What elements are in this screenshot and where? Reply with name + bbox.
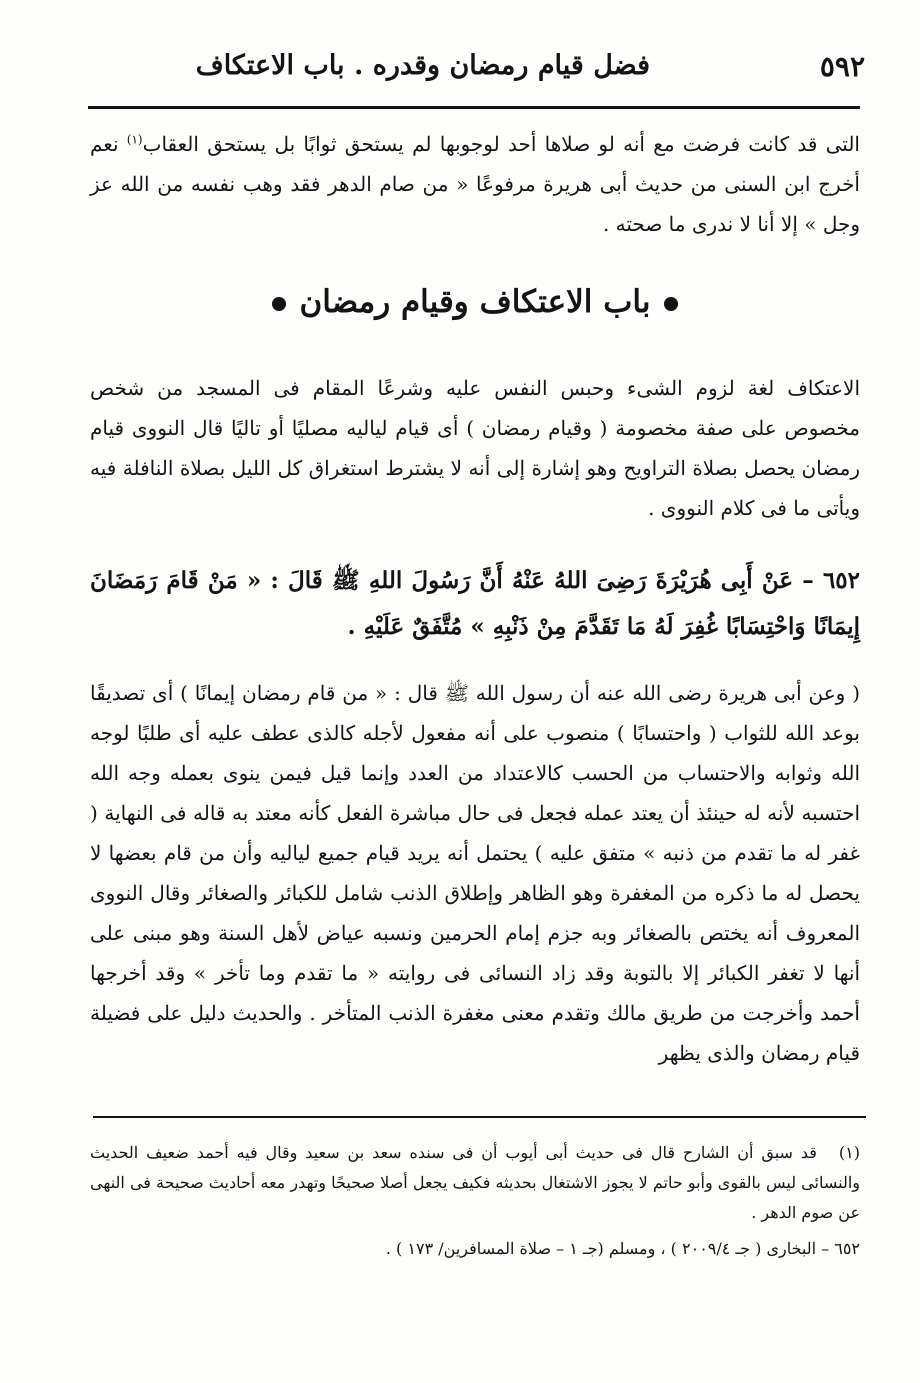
intro-paragraph [90, 124, 860, 244]
bullet-icon [664, 297, 678, 311]
definition-paragraph: الاعتكاف لغة لزوم الشىء وحبس النفس عليه وشرعًا المقام فى المسجد من شخص مخصوص على صفة مخصومة ( وقيام رمضان ) أى قيام لياليه مصليًا أو تاليًا قال النووى قيام رمضان يحصل بصلاة التراويح وهو إشارة إلى أنه لا يشترط استغراق كل الليل بصلاة النافلة فيه ويأتى ما فى كلام النووى . [90, 376, 860, 520]
intro-text-before-note: التى قد كانت فرضت مع أنه لو صلاها أحد لوجوبها لم يستحق ثوابًا بل يستحق العقاب [142, 132, 860, 156]
bullet-icon [272, 297, 286, 311]
footnote-marker: (١) [126, 132, 143, 147]
header-rule [88, 106, 860, 109]
hadith-text: ٦٥٢ – عَنْ أَبِى هُرَيْرَةَ رَضِىَ اللهُ عَنْهُ أَنَّ رَسُولَ اللهِ ﷺ قَالَ : « مَنْ قَامَ رَمَضَانَ إِيمَانًا وَاحْتِسَابًا غُفِرَ لَهُ مَا تَقَدَّمَ مِنْ ذَنْبِهِ » مُتَّفَقٌ عَلَيْهِ . [90, 567, 860, 640]
footnote-1 [90, 1138, 860, 1228]
hadith-reference-note: ٦٥٢ – البخارى ( جـ ٢٠٠٩/٤ ) ، ومسلم (جـ ١ – صلاة المسافرين/ ١٧٣ ) . [385, 1239, 860, 1258]
footnotes [90, 1138, 860, 1264]
commentary-paragraph: ( وعن أبى هريرة رضى الله عنه أن رسول الله ﷺ قال : « من قام رمضان إيمانًا ) أى تصديقًا بوعد الله للثواب ( واحتسابًا ) منصوب على أنه مفعول لأجله كالذى عطف عليه أى طلبًا لوجه الله وثوابه والاحتساب من الحسب كالاعتداد من العدد وإنما قيل فيمن ينوى بعمله وجه الله احتسبه لأنه له حينئذ أن يعتد عمله فجعل فى حال مباشرة الفعل كأنه معتد به قاله فى النهاية ( غفر له ما تقدم من ذنبه » متفق عليه ) يحتمل أنه يريد قيام جميع لياليه وأن من قام بعضها لا يحصل له ما ذكره من المغفرة وهو الظاهر وإطلاق الذنب شامل للكبائر والصغائر وقال النووى المعروف أنه يختص بالصغائر وبه جزم إمام الحرمين ونسبه عياض لأهل السنة وهو مبنى على أنها لا تغفر الكبائر إلا بالتوبة وقد زاد النسائى فى روايته « ما تقدم وما تأخر » وقد أخرجها أحمد وأخرجت من طريق مالك وتقدم معنى مغفرة الذنب المتأخر . والحديث دليل على فضيلة قيام رمضان والذى يظهر [90, 681, 860, 1065]
section-heading-text: باب الاعتكاف وقيام رمضان [299, 284, 651, 320]
footnote-rule [93, 1116, 866, 1118]
section-heading [90, 284, 860, 320]
page-number: ٥٩٢ [819, 50, 865, 83]
running-title: فضل قيام رمضان وقدره . باب الاعتكاف [195, 50, 650, 81]
footnote-1-marker: (١) [838, 1143, 860, 1162]
page-header [95, 50, 865, 96]
footnote-1-text: قد سبق أن الشارح قال فى حديث أبى أيوب أن فى سنده سعد بن سعيد وقال فيه أحمد ضعيف الحديث والنسائى ليس بالقوى وأبو حاتم لا يجوز الاشتغال بحديثه فكيف يجعل أصلا صحيحًا وتهدر معه أحاديث صحيحة فى النهى عن صوم الدهر . [90, 1143, 860, 1222]
intro-text-after-note: نعم أخرج ابن السنى من حديث أبى هريرة مرفوعًا « من صام الدهر فقد وهب نفسه من الله عز وجل » إلا أنا لا ندرى ما صحته . [90, 132, 860, 236]
